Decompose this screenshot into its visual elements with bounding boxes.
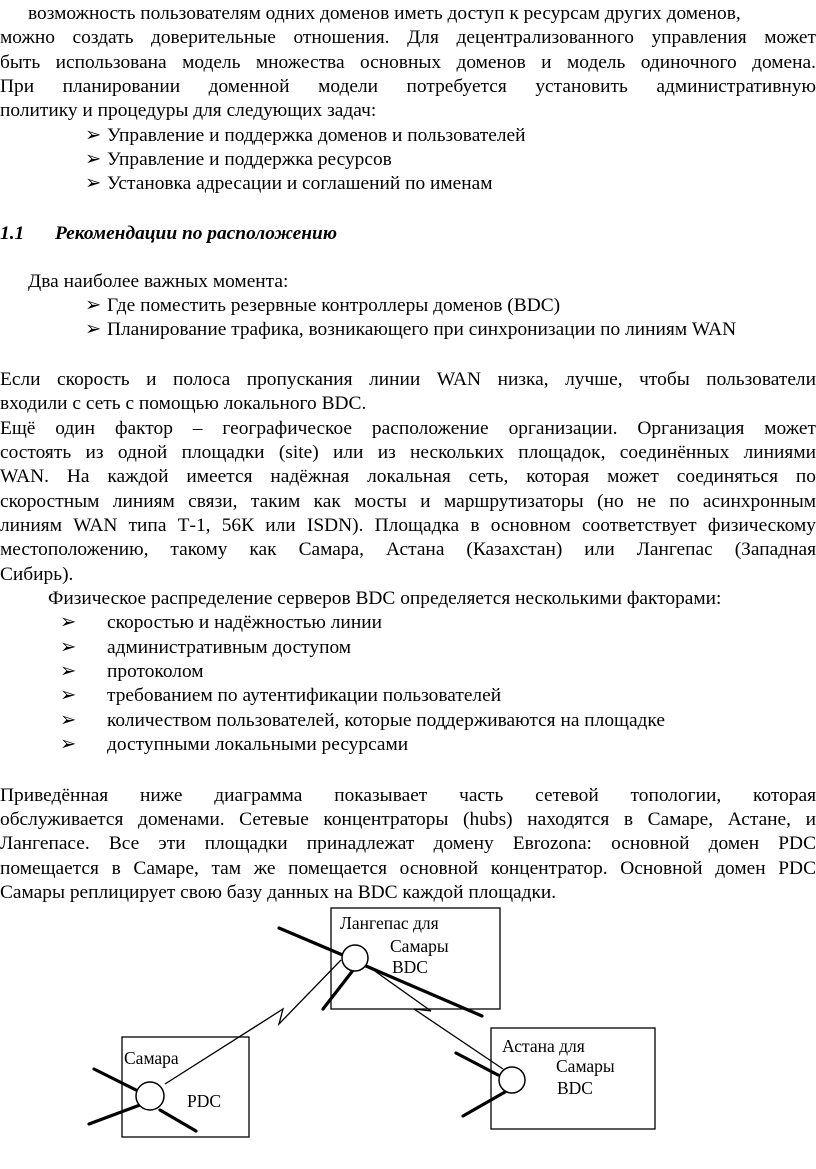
paragraph2-line: Сибирь). <box>0 564 74 585</box>
samara-branch-line <box>160 1110 196 1131</box>
bullet-arrow-icon: ➢ <box>85 125 102 146</box>
paragraph3-line: Приведённая ниже диаграмма показывает часть сетевой топологии, которая <box>0 785 816 806</box>
paragraph1-line: быть использована модель множества основных доменов и модель одиночного домена. <box>0 52 816 73</box>
paragraph2-line: состоять из одной площадки (site) или из нескольких площадок, соединённых линиями <box>0 442 816 463</box>
samara-branch-line <box>94 1069 136 1090</box>
bullet-arrow-icon: ➢ <box>85 295 102 316</box>
paragraph2-line: Ещё один фактор – географическое расположение организации. Организация может <box>0 418 816 439</box>
paragraph3-line: Самары реплицирует свою базу данных на BDC каждой площадки. <box>0 882 557 903</box>
paragraph1-line: можно создать доверительные отношения. Для децентрализованного управления может <box>0 27 816 48</box>
langepas-label: Самары <box>390 936 449 956</box>
paragraph1-line: политику и процедуры для следующих задач: <box>0 100 377 121</box>
astana-label: Астана для <box>502 1036 585 1056</box>
langepas-label: BDC <box>392 957 428 977</box>
bullet-arrow-icon: ➢ <box>60 685 77 706</box>
samara-label: Самара <box>124 1048 179 1068</box>
bullet-arrow-icon: ➢ <box>60 637 77 658</box>
paragraph2-line: линиям WAN типа Т-1, 56К или ISDN). Площадка в основном соответствует физическому <box>0 515 816 536</box>
astana-label: Самары <box>556 1056 615 1076</box>
astana-branch-line <box>456 1053 498 1075</box>
paragraph1-line: возможность пользователям одних доменов иметь доступ к ресурсам других доменов, <box>28 3 741 24</box>
moments-intro: Два наиболее важных момента: <box>28 271 289 292</box>
paragraph2-line: скоростным линиям связи, таким как мосты и маршрутизаторы (но не по асинхронным <box>0 491 816 512</box>
list-item-text: Управление и поддержка ресурсов <box>107 149 392 170</box>
section-title: Рекомендации по расположению <box>55 223 337 244</box>
langepas-branch-line <box>279 928 345 956</box>
paragraph2-line: WAN. На каждой имеется надёжная локальная сеть, которая может соединяться по <box>0 466 816 487</box>
astana-label: BDC <box>557 1078 593 1098</box>
paragraph3-line: Лангепасе. Все эти площадки принадлежат домену Евrozona: основной домен PDC <box>0 833 816 854</box>
samara-hub-icon <box>136 1082 164 1110</box>
samara-branch-line <box>89 1105 140 1124</box>
langepas-label: Лангепас для <box>340 913 439 933</box>
bullet-arrow-icon: ➢ <box>60 661 77 682</box>
list-item-text: скоростью и надёжностью линии <box>107 612 382 633</box>
bullet-arrow-icon: ➢ <box>85 319 102 340</box>
paragraph1-line: При планировании доменной модели потребуется установить административную <box>0 76 816 97</box>
list-item-text: доступными локальными ресурсами <box>107 734 409 755</box>
list-item-text: Управление и поддержка доменов и пользователей <box>107 125 526 146</box>
samara-label: PDC <box>187 1091 222 1111</box>
bullet-arrow-icon: ➢ <box>85 173 102 194</box>
paragraph3-line: обслуживается доменами. Сетевые концентраторы (hubs) находятся в Самаре, Астане, и <box>0 809 816 830</box>
paragraph2-line: входили с сеть с помощью локального BDC. <box>0 393 367 414</box>
paragraph2-line: Если скорость и полоса пропускания линии WAN низка, лучше, чтобы пользователи <box>0 369 816 390</box>
list-item-text: административным доступом <box>107 637 352 658</box>
wan-link-samara-langepas <box>165 960 341 1084</box>
bullet-arrow-icon: ➢ <box>60 734 77 755</box>
paragraph3-line: помещается в Самаре, там же помещается основной концентратор. Основной домен PDC <box>0 858 816 879</box>
bullet-arrow-icon: ➢ <box>60 612 77 633</box>
list-item-text: Где поместить резервные контроллеры доменов (BDC) <box>107 295 561 316</box>
bullet-arrow-icon: ➢ <box>60 710 77 731</box>
langepas-hub-icon <box>342 945 368 971</box>
section-number: 1.1 <box>0 223 25 244</box>
astana-branch-line <box>463 1092 505 1116</box>
list-item-text: количеством пользователей, которые поддерживаются на площадке <box>107 710 665 731</box>
list-item-text: протоколом <box>107 661 204 682</box>
astana-hub-icon <box>499 1067 525 1093</box>
paragraph2-line: местоположению, такому как Самара, Астана (Казахстан) или Лангепас (Западная <box>0 539 816 560</box>
langepas-branch-line <box>323 969 354 1009</box>
bullet-arrow-icon: ➢ <box>85 149 102 170</box>
list-item-text: Планирование трафика, возникающего при синхронизации по линиям WAN <box>107 319 737 340</box>
list-item-text: Установка адресации и соглашений по именам <box>107 173 493 194</box>
list-item-text: требованием по аутентификации пользователей <box>107 685 502 706</box>
factors-intro: Физическое распределение серверов BDC определяется несколькими факторами: <box>48 588 722 609</box>
